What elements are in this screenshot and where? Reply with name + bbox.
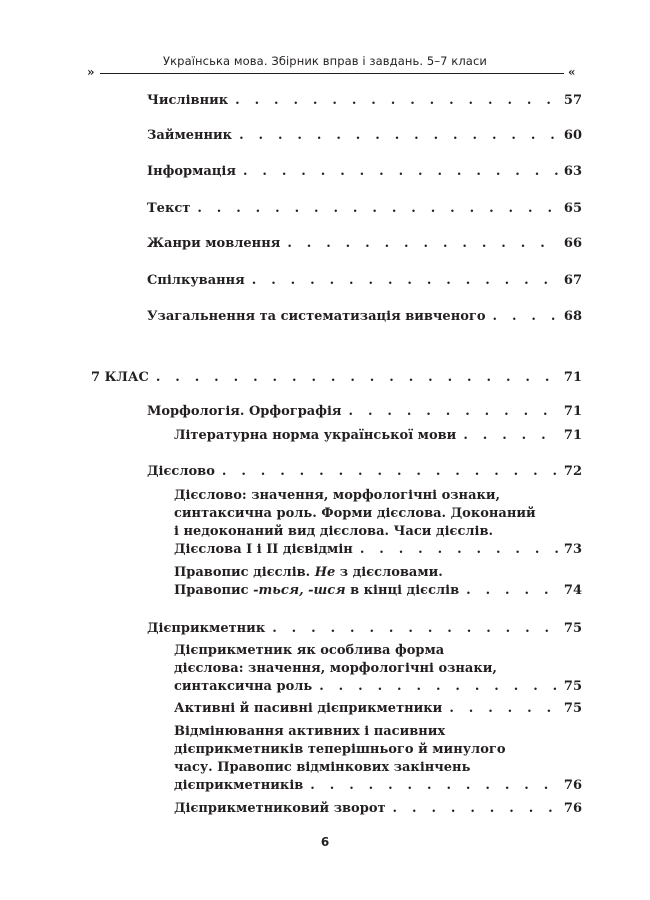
toc-entry-speech-genres[interactable] <box>147 234 582 253</box>
toc-entry-participle[interactable] <box>147 619 582 638</box>
toc-leader-dots <box>393 799 558 818</box>
header-left-mark: » <box>87 65 95 79</box>
toc-entry-page: 74 <box>563 583 582 598</box>
toc-entry-text-line <box>174 563 582 582</box>
toc-leader-dots <box>235 91 558 110</box>
toc-entry-title: Узагальнення та систематизація вивченого <box>147 309 486 324</box>
toc-text-part: Правопис дієслів. <box>174 565 315 580</box>
toc-entry-text-line: синтаксична роль. Форми дієслова. Доконаний <box>174 506 536 521</box>
toc-entry-page: 71 <box>563 404 582 419</box>
toc-leader-dots <box>310 776 558 795</box>
page-number: 6 <box>320 835 330 849</box>
toc-entry-title: Дієслова І і ІІ дієвідмін <box>174 542 353 557</box>
toc-text-italic: Не <box>314 565 336 580</box>
toc-leader-dots <box>272 619 558 638</box>
toc-entry-page: 72 <box>563 464 582 479</box>
toc-entry-participial-phrase[interactable] <box>174 799 582 818</box>
toc-leader-dots <box>449 699 558 718</box>
toc-leader-dots <box>239 126 558 145</box>
toc-entry-text-line: і недоконаний вид дієслова. Часи дієслів. <box>174 524 494 539</box>
toc-text-part: з дієсловами. <box>335 565 443 580</box>
toc-leader-dots <box>197 199 558 218</box>
toc-entry-text-line: Дієслово: значення, морфологічні ознаки, <box>174 488 501 503</box>
toc-entry-title: Дієприкметник <box>147 621 266 636</box>
toc-entry-grade-7[interactable] <box>91 368 582 387</box>
toc-entry-page: 66 <box>563 236 582 251</box>
toc-leader-dots <box>493 307 558 326</box>
toc-entry-morphology[interactable] <box>147 402 582 421</box>
toc-entry-title: дієприкметників <box>174 778 304 793</box>
toc-entry-declension[interactable] <box>174 776 582 795</box>
toc-entry-active-passive[interactable] <box>174 699 582 718</box>
toc-entry-title: Дієприкметниковий зворот <box>174 801 386 816</box>
toc-leader-dots <box>360 540 558 559</box>
toc-entry-page: 76 <box>563 801 582 816</box>
toc-leader-dots <box>252 271 558 290</box>
toc-entry-text-line: Відмінювання активних і пасивних <box>174 724 446 739</box>
toc-entry-participle-form[interactable] <box>174 677 582 696</box>
header-right-mark: « <box>568 65 576 79</box>
toc-leader-dots <box>243 162 558 181</box>
toc-leader-dots <box>222 462 558 481</box>
toc-text-part: Правопис <box>174 583 254 598</box>
toc-text-part: в кінці дієслів <box>345 583 460 598</box>
toc-entry-title: Активні й пасивні дієприкметники <box>174 701 443 716</box>
toc-entry-summary[interactable] <box>147 307 582 326</box>
toc-entry-page: 65 <box>563 201 582 216</box>
toc-text-italic: -ться, -шся <box>253 583 346 598</box>
toc-entry-page: 73 <box>563 542 582 557</box>
toc-entry-title: Числівник <box>147 93 229 108</box>
toc-entry-title: Морфологія. Орфографія <box>147 404 342 419</box>
toc-entry-communication[interactable] <box>147 271 582 290</box>
toc-entry-page: 75 <box>563 621 582 636</box>
toc-entry-page: 68 <box>563 309 582 324</box>
toc-entry-page: 75 <box>563 701 582 716</box>
toc-entry-page: 76 <box>563 778 582 793</box>
toc-entry-page: 67 <box>563 273 582 288</box>
toc-entry-verb-spelling[interactable] <box>174 581 582 600</box>
toc-leader-dots <box>463 426 558 445</box>
toc-leader-dots <box>466 581 558 600</box>
toc-entry-title: Дієслово <box>147 464 215 479</box>
toc-leader-dots <box>287 234 558 253</box>
running-header: Українська мова. Збірник вправ і завдань. 5–7 класи <box>163 54 487 68</box>
toc-entry-text-line: часу. Правопис відмінкових закінчень <box>174 760 471 775</box>
toc-entry-information[interactable] <box>147 162 582 181</box>
toc-entry-text-line: Дієприкметник як особлива форма <box>174 643 445 658</box>
toc-entry-title: Текст <box>147 201 191 216</box>
toc-entry-title: 7 КЛАС <box>91 370 149 385</box>
toc-entry-page: 75 <box>563 679 582 694</box>
toc-entry-verb-meaning[interactable] <box>174 540 582 559</box>
toc-entry-page: 57 <box>563 93 582 108</box>
toc-entry-page: 63 <box>563 164 582 179</box>
toc-entry-page: 60 <box>563 128 582 143</box>
toc-entry-text-line: дієприкметників теперішнього й минулого <box>174 742 506 757</box>
toc-entry-title: Жанри мовлення <box>147 236 281 251</box>
toc-leader-dots <box>319 677 558 696</box>
toc-entry-page: 71 <box>563 428 582 443</box>
toc-entry-title: Спілкування <box>147 273 245 288</box>
toc-leader-dots <box>156 368 558 387</box>
toc-leader-dots <box>349 402 558 421</box>
toc-entry-page: 71 <box>563 370 582 385</box>
toc-entry-literary-norm[interactable] <box>174 426 582 445</box>
toc-entry-title <box>174 581 459 600</box>
toc-entry-title: Займенник <box>147 128 233 143</box>
toc-entry-title: Літературна норма української мови <box>174 428 457 443</box>
toc-entry-pronoun[interactable] <box>147 126 582 145</box>
toc-entry-text[interactable] <box>147 199 582 218</box>
toc-entry-text-line: дієслова: значення, морфологічні ознаки, <box>174 661 497 676</box>
toc-entry-numeral[interactable] <box>147 91 582 110</box>
toc-entry-title: синтаксична роль <box>174 679 313 694</box>
toc-entry-verb[interactable] <box>147 462 582 481</box>
toc-entry-title: Інформація <box>147 164 236 179</box>
